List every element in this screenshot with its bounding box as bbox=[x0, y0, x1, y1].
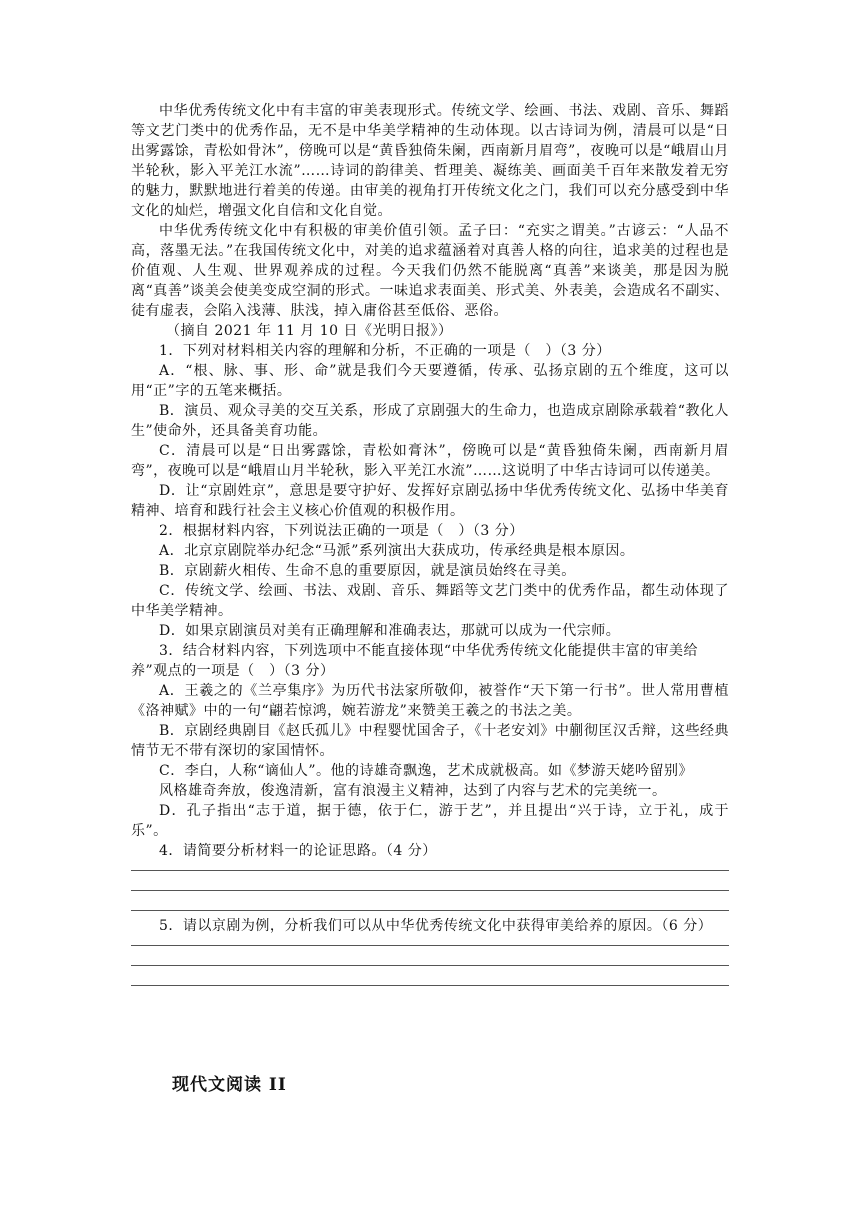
question-2-option-d: D．如果京剧演员对美有正确理解和准确表达，那就可以成为一代宗师。 bbox=[159, 623, 621, 639]
passage-paragraph-1: 中华优秀传统文化中有丰富的审美表现形式。传统文学、绘画、书法、戏剧、音乐、舞蹈等文艺门类中的优秀作品，无不是中华美学精神的生动体现。以古诗词为例，清晨可以是“日出雾露馀，青松如骨沐”，傍晚可以是“黄昏独倚朱阑，西南新月眉弯”，夜晚可以是“峨眉山月半轮秋，影入平羌江水流”……诗词的韵律美、哲理美、凝练美、画面美千百年来散发着无穷的魅力，默默地进行着美的传递。由审美的视角打开传统文化之门，我们可以充分感受到中华文化的灿烂，增强文化自信和文化自觉。 bbox=[131, 103, 729, 219]
question-2-option-b: B．京剧薪火相传、生命不息的重要原因，就是演员始终在寻美。 bbox=[159, 563, 576, 579]
question-1-option-a: A．“根、脉、事、形、命”就是我们今天要遵循，传承、弘扬京剧的五个维度，这可以用“正”字的五笔来概括。 bbox=[131, 363, 729, 399]
source-citation: （摘自 2021 年 11 月 10 日《光明日报》） bbox=[166, 323, 453, 339]
exam-content bbox=[131, 101, 729, 986]
answer-line[interactable] bbox=[131, 871, 729, 891]
answer-line[interactable] bbox=[131, 946, 729, 966]
question-3-option-a: A．王羲之的《兰亭集序》为历代书法家所敬仰，被誉作“天下第一行书”。世人常用曹植《洛神赋》中的一句“翩若惊鸿，婉若游龙”来赞美王羲之的书法之美。 bbox=[131, 683, 729, 719]
question-1-option-d: D．让“京剧姓京”，意思是要守护好、发挥好京剧弘扬中华优秀传统文化、弘扬中华美育精神、培育和践行社会主义核心价值观的积极作用。 bbox=[131, 483, 729, 519]
question-1-option-c: C．清晨可以是“日出雾露馀，青松如膏沐”，傍晚可以是“黄昏独倚朱阑，西南新月眉弯”，夜晚可以是“峨眉山月半轮秋，影入平羌江水流”……这说明了中华古诗词可以传递美。 bbox=[131, 443, 729, 479]
question-4-stem: 4．请简要分析材料一的论证思路。（4 分） bbox=[159, 843, 437, 859]
question-1-stem: 1．下列对材料相关内容的理解和分析，不正确的一项是（ ）（3 分） bbox=[159, 343, 611, 359]
question-3-option-d: D．孔子指出“志于道，据于德，依于仁，游于艺”，并且提出“兴于诗，立于礼，成于乐”。 bbox=[131, 803, 729, 839]
answer-line[interactable] bbox=[131, 936, 729, 946]
question-5-stem: 5．请以京剧为例，分析我们可以从中华优秀传统文化中获得审美给养的原因。（6 分） bbox=[159, 918, 713, 934]
answer-line[interactable] bbox=[131, 966, 729, 986]
question-1-option-b: B．演员、观众寻美的交互关系，形成了京剧强大的生命力，也造成京剧除承载着“教化人生”使命外，还具备美育功能。 bbox=[131, 403, 729, 439]
section-heading: 现代文阅读 II bbox=[172, 1075, 287, 1095]
question-2-option-a: A．北京京剧院举办纪念“马派”系列演出大获成功，传承经典是根本原因。 bbox=[159, 543, 635, 559]
question-2-stem: 2．根据材料内容，下列说法正确的一项是（ ）（3 分） bbox=[159, 523, 524, 539]
question-3-stem: 3．结合材料内容，下列选项中不能直接体现“中华优秀传统文化能提供丰富的审美给养”观点的一项是（ ）（3 分） bbox=[131, 643, 699, 679]
answer-line[interactable] bbox=[131, 861, 729, 871]
question-3-option-b: B．京剧经典剧目《赵氏孤儿》中程婴忧国舍子，《十老安刘》中蒯彻匡汉舌辩，这些经典情节无不带有深切的家国情怀。 bbox=[131, 723, 729, 759]
answer-line[interactable] bbox=[131, 891, 729, 911]
question-3-option-c: C．李白，人称“谪仙人”。他的诗雄奇飘逸，艺术成就极高。如《梦游天姥吟留别》 bbox=[159, 763, 694, 779]
question-2-option-c: C．传统文学、绘画、书法、戏剧、音乐、舞蹈等文艺门类中的优秀作品，都生动体现了中华美学精神。 bbox=[131, 583, 729, 619]
question-3-option-c-continued: 风格雄奇奔放，俊逸清新，富有浪漫主义精神，达到了内容与艺术的完美统一。 bbox=[159, 783, 667, 799]
passage-paragraph-2: 中华优秀传统文化中有积极的审美价值引领。孟子曰：“充实之谓美。”古谚云：“人品不高，落墨无法。”在我国传统文化中，对美的追求蕴涵着对真善人格的向往，追求美的过程也是价值观、人生观、世界观养成的过程。今天我们仍然不能脱离“真善”来谈美，那是因为脱离“真善”谈美会使美变成空洞的形式。一味追求表面美、形式美、外表美，会造成名不副实、徒有虚表，会陷入浅薄、肤浅，掉入庸俗甚至低俗、恶俗。 bbox=[131, 223, 729, 319]
